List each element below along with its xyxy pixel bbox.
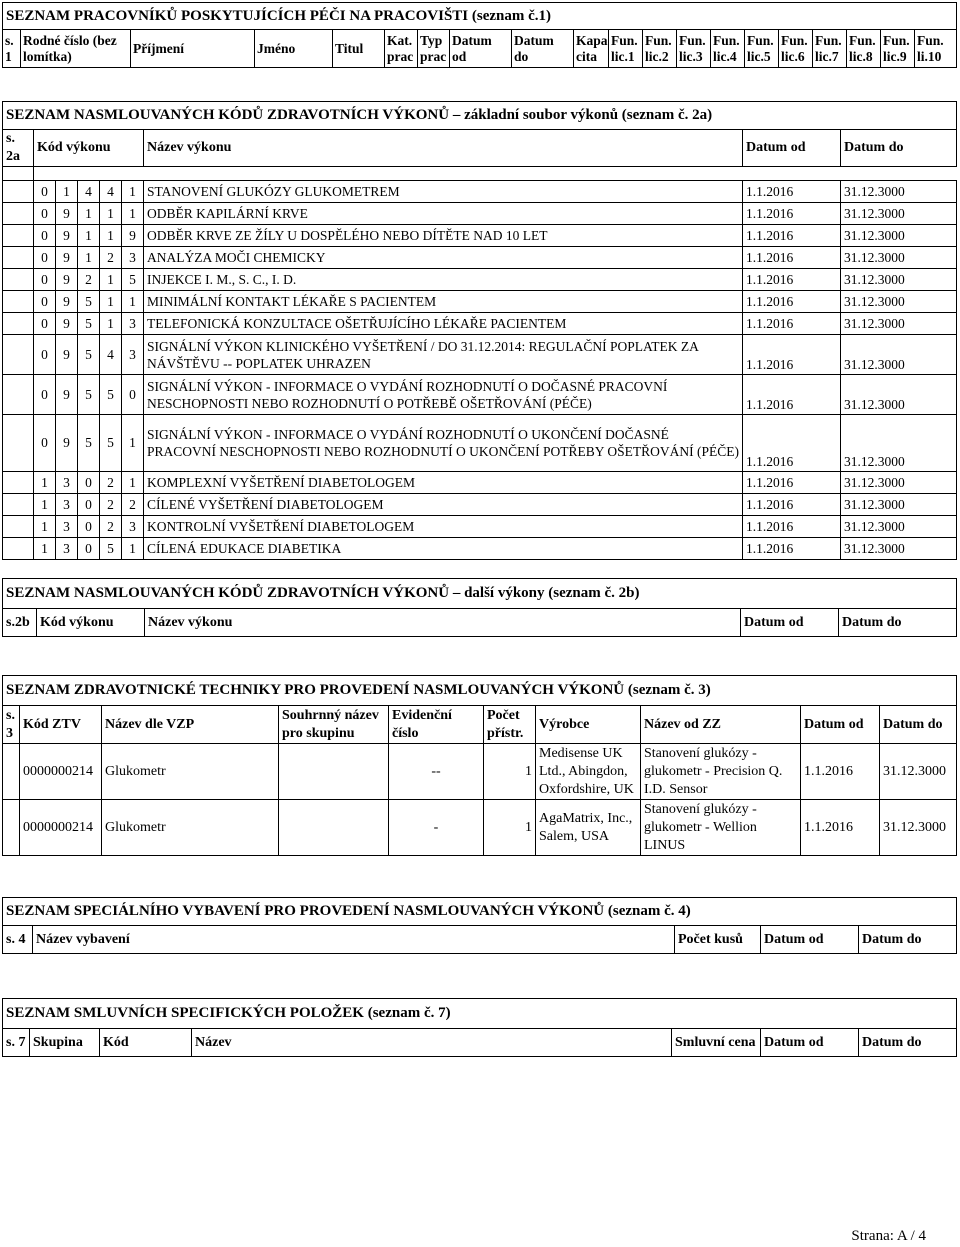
header-cell: Fun. lic.8 (847, 30, 881, 68)
table-row (3, 800, 957, 856)
header-cell: Příjmení (131, 30, 255, 68)
code-digit: 0 (34, 203, 56, 225)
group-name (279, 800, 389, 856)
row-index-cell (3, 744, 20, 800)
section-procedures-basic (2, 101, 957, 560)
code-digit: 1 (78, 225, 100, 247)
date-from: 1.1.2016 (743, 291, 841, 313)
procedure-name: CÍLENÁ EDUKACE DIABETIKA (144, 538, 743, 560)
code-digit: 3 (122, 516, 144, 538)
code-digit: 1 (122, 538, 144, 560)
vzp-name: Glukometr (102, 800, 279, 856)
ztv-code: 0000000214 (20, 800, 102, 856)
table-row (3, 335, 957, 375)
header-cell: Výrobce (536, 706, 641, 744)
date-to: 31.12.3000 (841, 494, 957, 516)
header-cell: Počet přístr. (484, 706, 536, 744)
code-digit: 3 (56, 516, 78, 538)
date-to: 31.12.3000 (841, 225, 957, 247)
code-digit: 2 (122, 494, 144, 516)
table-row (3, 203, 957, 225)
row-index-cell (3, 472, 34, 494)
row-index-cell (3, 269, 34, 291)
code-digit: 1 (122, 181, 144, 203)
procedure-name: ANALÝZA MOČI CHEMICKY (144, 247, 743, 269)
code-digit: 2 (78, 269, 100, 291)
row-index-cell (3, 375, 34, 415)
date-from: 1.1.2016 (743, 335, 841, 375)
procedure-name: STANOVENÍ GLUKÓZY GLUKOMETREM (144, 181, 743, 203)
code-digit: 1 (34, 494, 56, 516)
code-digit: 9 (56, 269, 78, 291)
code-digit: 2 (100, 472, 122, 494)
table-row (3, 269, 957, 291)
row-index-cell (3, 203, 34, 225)
date-from: 1.1.2016 (743, 181, 841, 203)
row-index-cell (3, 313, 34, 335)
code-digit: 1 (100, 269, 122, 291)
code-digit: 0 (34, 269, 56, 291)
date-from: 1.1.2016 (743, 516, 841, 538)
ztv-code: 0000000214 (20, 744, 102, 800)
date-to: 31.12.3000 (841, 269, 957, 291)
vzp-name: Glukometr (102, 744, 279, 800)
code-digit: 9 (56, 375, 78, 415)
section-workers (2, 2, 957, 68)
header-cell: s. 3 (3, 706, 20, 744)
header-cell: Titul (333, 30, 385, 68)
date-from: 1.1.2016 (743, 494, 841, 516)
code-digit: 1 (122, 415, 144, 472)
date-to: 31.12.3000 (841, 313, 957, 335)
date-to: 31.12.3000 (880, 800, 957, 856)
header-cell: Kapa cita (574, 30, 609, 68)
header-cell: Datum do (859, 1029, 957, 1057)
row-index-cell (3, 538, 34, 560)
header-cell: Jméno (255, 30, 333, 68)
code-digit: 0 (34, 247, 56, 269)
code-digit: 5 (78, 375, 100, 415)
header-cell: Fun. lic.4 (711, 30, 745, 68)
page-footer: Strana: A / 4 (851, 1228, 926, 1244)
header-cell: Datum do (880, 706, 957, 744)
header-cell: Fun. lic.7 (813, 30, 847, 68)
date-from: 1.1.2016 (743, 225, 841, 247)
code-digit: 1 (34, 516, 56, 538)
table-row (3, 472, 957, 494)
table-header (3, 926, 957, 954)
date-from: 1.1.2016 (743, 472, 841, 494)
date-from: 1.1.2016 (801, 744, 880, 800)
date-to: 31.12.3000 (841, 415, 957, 472)
header-cell: Název (192, 1029, 672, 1057)
header-cell: Datum od (761, 1029, 859, 1057)
header-cell: Datum do (839, 609, 957, 637)
code-digit: 9 (56, 203, 78, 225)
code-digit: 0 (78, 472, 100, 494)
row-index-cell (3, 516, 34, 538)
header-cell: Fun. li.10 (915, 30, 957, 68)
code-digit: 0 (34, 313, 56, 335)
date-to: 31.12.3000 (841, 335, 957, 375)
table-row (3, 375, 957, 415)
row-index-cell (3, 800, 20, 856)
header-cell: Fun. lic.5 (745, 30, 779, 68)
code-digit: 5 (78, 313, 100, 335)
header-cell: Souhrnný název pro skupinu (279, 706, 389, 744)
header-cell: s. 4 (3, 926, 33, 954)
header-cell: Fun. lic.9 (881, 30, 915, 68)
header-cell: Fun. lic.2 (643, 30, 677, 68)
code-digit: 1 (122, 472, 144, 494)
header-cell: Kód výkonu (37, 609, 145, 637)
section-title: SEZNAM ZDRAVOTNICKÉ TECHNIKY PRO PROVEDENÍ NASMLOUVANÝCH VÝKONŮ (seznam č. 3) (3, 676, 957, 706)
row-index-cell (3, 225, 34, 247)
date-from: 1.1.2016 (801, 800, 880, 856)
code-digit: 1 (34, 472, 56, 494)
code-digit: 9 (56, 291, 78, 313)
procedure-name: SIGNÁLNÍ VÝKON - INFORMACE O VYDÁNÍ ROZHODNUTÍ O UKONČENÍ DOČASNÉ PRACOVNÍ NESCHOPNOSTI NEBO ROZHODNUTÍ O UKONČENÍ POTŘEBY OŠETŘOVÁNÍ (PÉČE) (144, 415, 743, 472)
header-cell: Fun. lic.6 (779, 30, 813, 68)
header-cell: Datum do (512, 30, 574, 68)
code-digit: 0 (34, 181, 56, 203)
date-from: 1.1.2016 (743, 269, 841, 291)
date-from: 1.1.2016 (743, 375, 841, 415)
code-digit: 2 (100, 247, 122, 269)
date-from: 1.1.2016 (743, 247, 841, 269)
header-cell: Kód (100, 1029, 192, 1057)
header-cell: s. 7 (3, 1029, 30, 1057)
zz-name: Stanovení glukózy - glukometr - Precision Q. I.D. Sensor (641, 744, 801, 800)
table-row (3, 291, 957, 313)
code-digit: 1 (34, 538, 56, 560)
header-cell: Název dle VZP (102, 706, 279, 744)
section-title: SEZNAM SPECIÁLNÍHO VYBAVENÍ PRO PROVEDENÍ NASMLOUVANÝCH VÝKONŮ (seznam č. 4) (3, 898, 957, 926)
table-row (3, 247, 957, 269)
group-name (279, 744, 389, 800)
section-title: SEZNAM SMLUVNÍCH SPECIFICKÝCH POLOŽEK (seznam č. 7) (3, 999, 957, 1029)
code-digit: 9 (56, 225, 78, 247)
header-cell: Datum od (450, 30, 512, 68)
code-digit: 4 (100, 181, 122, 203)
table-row (3, 313, 957, 335)
manufacturer: AgaMatrix, Inc., Salem, USA (536, 800, 641, 856)
code-digit: 0 (34, 225, 56, 247)
manufacturer: Medisense UK Ltd., Abingdon, Oxfordshire, UK (536, 744, 641, 800)
procedure-name: ODBĚR KAPILÁRNÍ KRVE (144, 203, 743, 225)
section-title: SEZNAM PRACOVNÍKŮ POSKYTUJÍCÍCH PÉČI NA PRACOVIŠTI (seznam č.1) (3, 3, 957, 30)
table-row (3, 225, 957, 247)
code-digit: 0 (78, 516, 100, 538)
date-to: 31.12.3000 (841, 375, 957, 415)
row-index-cell (3, 494, 34, 516)
code-digit: 1 (56, 181, 78, 203)
table-row (3, 415, 957, 472)
section-procedures-other (2, 578, 957, 637)
device-count: 1 (484, 800, 536, 856)
procedure-name: MINIMÁLNÍ KONTAKT LÉKAŘE S PACIENTEM (144, 291, 743, 313)
table-header (3, 706, 957, 744)
header-cell: Kód ZTV (20, 706, 102, 744)
section-specific-items (2, 998, 957, 1057)
header-cell: Fun. lic.1 (609, 30, 643, 68)
code-digit: 0 (34, 291, 56, 313)
procedure-name: ODBĚR KRVE ZE ŽÍLY U DOSPĚLÉHO NEBO DÍTĚTE NAD 10 LET (144, 225, 743, 247)
date-to: 31.12.3000 (841, 247, 957, 269)
row-index-cell (3, 335, 34, 375)
registry-number: - (389, 800, 484, 856)
procedure-name: KOMPLEXNÍ VYŠETŘENÍ DIABETOLOGEM (144, 472, 743, 494)
code-digit: 1 (78, 247, 100, 269)
device-count: 1 (484, 744, 536, 800)
date-to: 31.12.3000 (841, 203, 957, 225)
code-digit: 0 (34, 335, 56, 375)
table-header (3, 130, 957, 167)
code-digit: 3 (122, 335, 144, 375)
code-digit: 9 (56, 313, 78, 335)
code-digit: 4 (78, 181, 100, 203)
section-equipment (2, 675, 957, 856)
code-digit: 5 (78, 291, 100, 313)
code-digit: 3 (56, 538, 78, 560)
code-digit: 5 (78, 415, 100, 472)
date-to: 31.12.3000 (841, 516, 957, 538)
date-from: 1.1.2016 (743, 313, 841, 335)
code-digit: 5 (100, 375, 122, 415)
code-digit: 3 (122, 313, 144, 335)
procedure-name: SIGNÁLNÍ VÝKON - INFORMACE O VYDÁNÍ ROZHODNUTÍ O DOČASNÉ PRACOVNÍ NESCHOPNOSTI NEBO ROZHODNUTÍ O POTŘEBĚ OŠETŘOVÁNÍ (PÉČE) (144, 375, 743, 415)
header-cell: Název vybavení (33, 926, 675, 954)
header-cell: Název výkonu (145, 609, 741, 637)
header-cell: Datum od (761, 926, 859, 954)
code-digit: 0 (78, 538, 100, 560)
code-digit: 1 (100, 291, 122, 313)
header-cell: Kat. prac (385, 30, 418, 68)
date-to: 31.12.3000 (841, 291, 957, 313)
code-digit: 4 (100, 335, 122, 375)
row-index-cell (3, 291, 34, 313)
header-cell: Název výkonu (144, 130, 743, 167)
code-digit: 1 (100, 313, 122, 335)
table-row (3, 516, 957, 538)
code-digit: 1 (122, 291, 144, 313)
header-cell: s. 1 (3, 30, 21, 68)
header-cell: Datum do (841, 130, 957, 167)
date-to: 31.12.3000 (841, 538, 957, 560)
table-row (3, 494, 957, 516)
header-cell: s. 2a (3, 130, 34, 167)
code-digit: 9 (56, 335, 78, 375)
code-digit: 0 (78, 494, 100, 516)
date-to: 31.12.3000 (880, 744, 957, 800)
table-header (3, 609, 957, 637)
code-digit: 5 (100, 538, 122, 560)
date-to: 31.12.3000 (841, 181, 957, 203)
table-row (3, 181, 957, 203)
row-index-cell (3, 181, 34, 203)
table-row (3, 744, 957, 800)
header-cell: Datum od (741, 609, 839, 637)
code-digit: 3 (56, 494, 78, 516)
table-header (3, 1029, 957, 1057)
header-cell: Smluvní cena (672, 1029, 761, 1057)
header-cell: s.2b (3, 609, 37, 637)
code-digit: 0 (34, 415, 56, 472)
header-cell: Datum do (859, 926, 957, 954)
code-digit: 1 (100, 225, 122, 247)
date-from: 1.1.2016 (743, 415, 841, 472)
code-digit: 9 (56, 415, 78, 472)
code-digit: 5 (78, 335, 100, 375)
date-from: 1.1.2016 (743, 203, 841, 225)
code-digit: 5 (122, 269, 144, 291)
header-cell: Datum od (743, 130, 841, 167)
code-digit: 3 (56, 472, 78, 494)
procedure-name: INJEKCE I. M., S. C., I. D. (144, 269, 743, 291)
code-digit: 1 (78, 203, 100, 225)
header-cell: Rodné číslo (bez lomítka) (21, 30, 131, 68)
table-row (3, 538, 957, 560)
row-index-cell (3, 415, 34, 472)
procedure-name: CÍLENÉ VYŠETŘENÍ DIABETOLOGEM (144, 494, 743, 516)
code-digit: 9 (122, 225, 144, 247)
header-cell: Počet kusů (675, 926, 761, 954)
header-cell: Název od ZZ (641, 706, 801, 744)
code-digit: 9 (56, 247, 78, 269)
date-from: 1.1.2016 (743, 538, 841, 560)
code-digit: 2 (100, 494, 122, 516)
code-digit: 0 (34, 375, 56, 415)
header-cell: Typ prac (418, 30, 450, 68)
code-digit: 2 (100, 516, 122, 538)
registry-number: -- (389, 744, 484, 800)
header-cell: Datum od (801, 706, 880, 744)
code-digit: 0 (122, 375, 144, 415)
code-digit: 5 (100, 415, 122, 472)
procedure-name: KONTROLNÍ VYŠETŘENÍ DIABETOLOGEM (144, 516, 743, 538)
procedure-name: TELEFONICKÁ KONZULTACE OŠETŘUJÍCÍHO LÉKAŘE PACIENTEM (144, 313, 743, 335)
zz-name: Stanovení glukózy - glukometr - Wellion LINUS (641, 800, 801, 856)
section-special-equipment (2, 897, 957, 954)
section-title: SEZNAM NASMLOUVANÝCH KÓDŮ ZDRAVOTNÍCH VÝKONŮ – základní soubor výkonů (seznam č. 2a) (3, 102, 957, 130)
table-header (3, 30, 957, 68)
code-digit: 1 (100, 203, 122, 225)
code-digit: 3 (122, 247, 144, 269)
row-index-cell (3, 247, 34, 269)
section-title: SEZNAM NASMLOUVANÝCH KÓDŮ ZDRAVOTNÍCH VÝKONŮ – další výkony (seznam č. 2b) (3, 579, 957, 609)
header-cell: Kód výkonu (34, 130, 144, 167)
header-cell: Evidenční číslo (389, 706, 484, 744)
code-digit: 1 (122, 203, 144, 225)
procedure-name: SIGNÁLNÍ VÝKON KLINICKÉHO VYŠETŘENÍ / DO 31.12.2014: REGULAČNÍ POPLATEK ZA NÁVŠTĚVU -- POPLATEK UHRAZEN (144, 335, 743, 375)
header-cell: Skupina (30, 1029, 100, 1057)
date-to: 31.12.3000 (841, 472, 957, 494)
header-cell: Fun. lic.3 (677, 30, 711, 68)
